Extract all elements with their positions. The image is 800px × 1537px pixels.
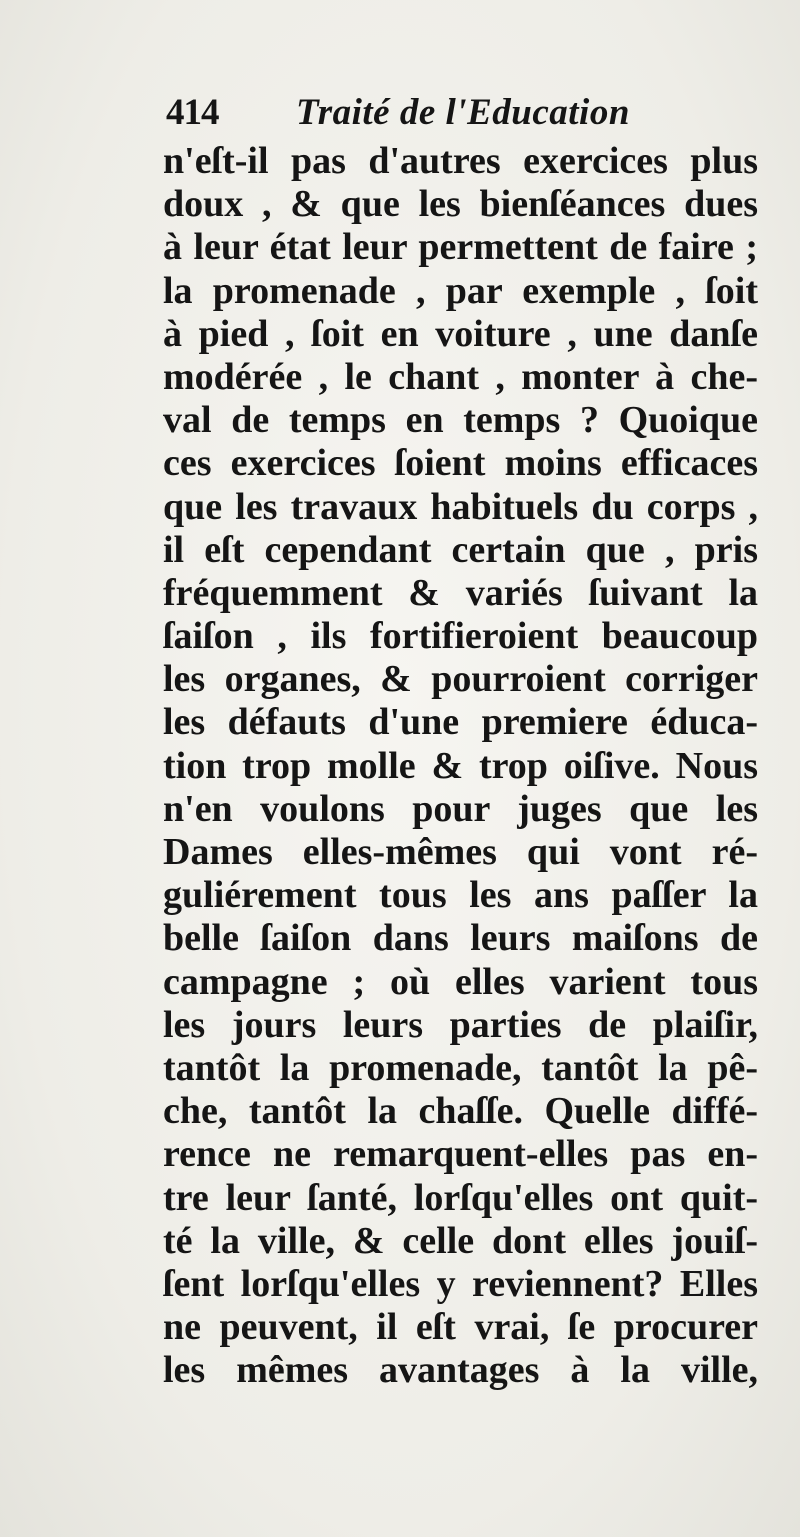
text-line: ſaiſon , ils fortifieroient beaucoup (163, 615, 758, 658)
body-text (163, 140, 758, 1392)
text-line: que les travaux habituels du corps , (163, 485, 758, 528)
text-line: à leur état leur permettent de faire ; (163, 226, 758, 269)
text-line: n'en voulons pour juges que les (163, 787, 758, 830)
text-line: les mêmes avantages à la ville, (163, 1349, 758, 1392)
text-line: ces exercices ſoient moins efficaces (163, 442, 758, 485)
text-line: modérée , le chant , monter à che- (163, 355, 758, 398)
text-line: val de temps en temps ? Quoique (163, 399, 758, 442)
text-line: tantôt la promenade, tantôt la pê- (163, 1046, 758, 1089)
text-line: tre leur ſanté, lorſqu'elles ont quit- (163, 1176, 758, 1219)
text-line: té la ville, & celle dont elles jouiſ- (163, 1219, 758, 1262)
text-line: doux , & que les bienſéances dues (163, 183, 758, 226)
text-line: ſent lorſqu'elles y reviennent? Elles (163, 1262, 758, 1305)
text-line: che, tantôt la chaſſe. Quelle diffé- (163, 1090, 758, 1133)
text-line: il eſt cependant certain que , pris (163, 528, 758, 571)
text-line: tion trop molle & trop oiſive. Nous (163, 744, 758, 787)
text-line: à pied , ſoit en voiture , une danſe (163, 312, 758, 355)
page-number: 414 (166, 92, 219, 133)
running-title: Traité de l'Education (296, 92, 630, 133)
text-line: campagne ; où elles varient tous (163, 960, 758, 1003)
text-line: les jours leurs parties de plaiſir, (163, 1003, 758, 1046)
text-line: les organes, & pourroient corriger (163, 658, 758, 701)
text-line: n'eſt-il pas d'autres exercices plus (163, 140, 758, 182)
text-line: Dames elles-mêmes qui vont ré- (163, 831, 758, 873)
text-line: ne peuvent, il eſt vrai, ſe procurer (163, 1306, 758, 1349)
text-line: belle ſaiſon dans leurs maiſons de (163, 917, 758, 960)
running-header (166, 88, 646, 138)
text-line: fréquemment & variés ſuivant la (163, 571, 758, 614)
text-line: les défauts d'une premiere éduca- (163, 701, 758, 744)
text-line: rence ne remarquent-elles pas en- (163, 1133, 758, 1176)
text-line: guliérement tous les ans paſſer la (163, 874, 758, 917)
text-line: la promenade , par exemple , ſoit (163, 269, 758, 312)
